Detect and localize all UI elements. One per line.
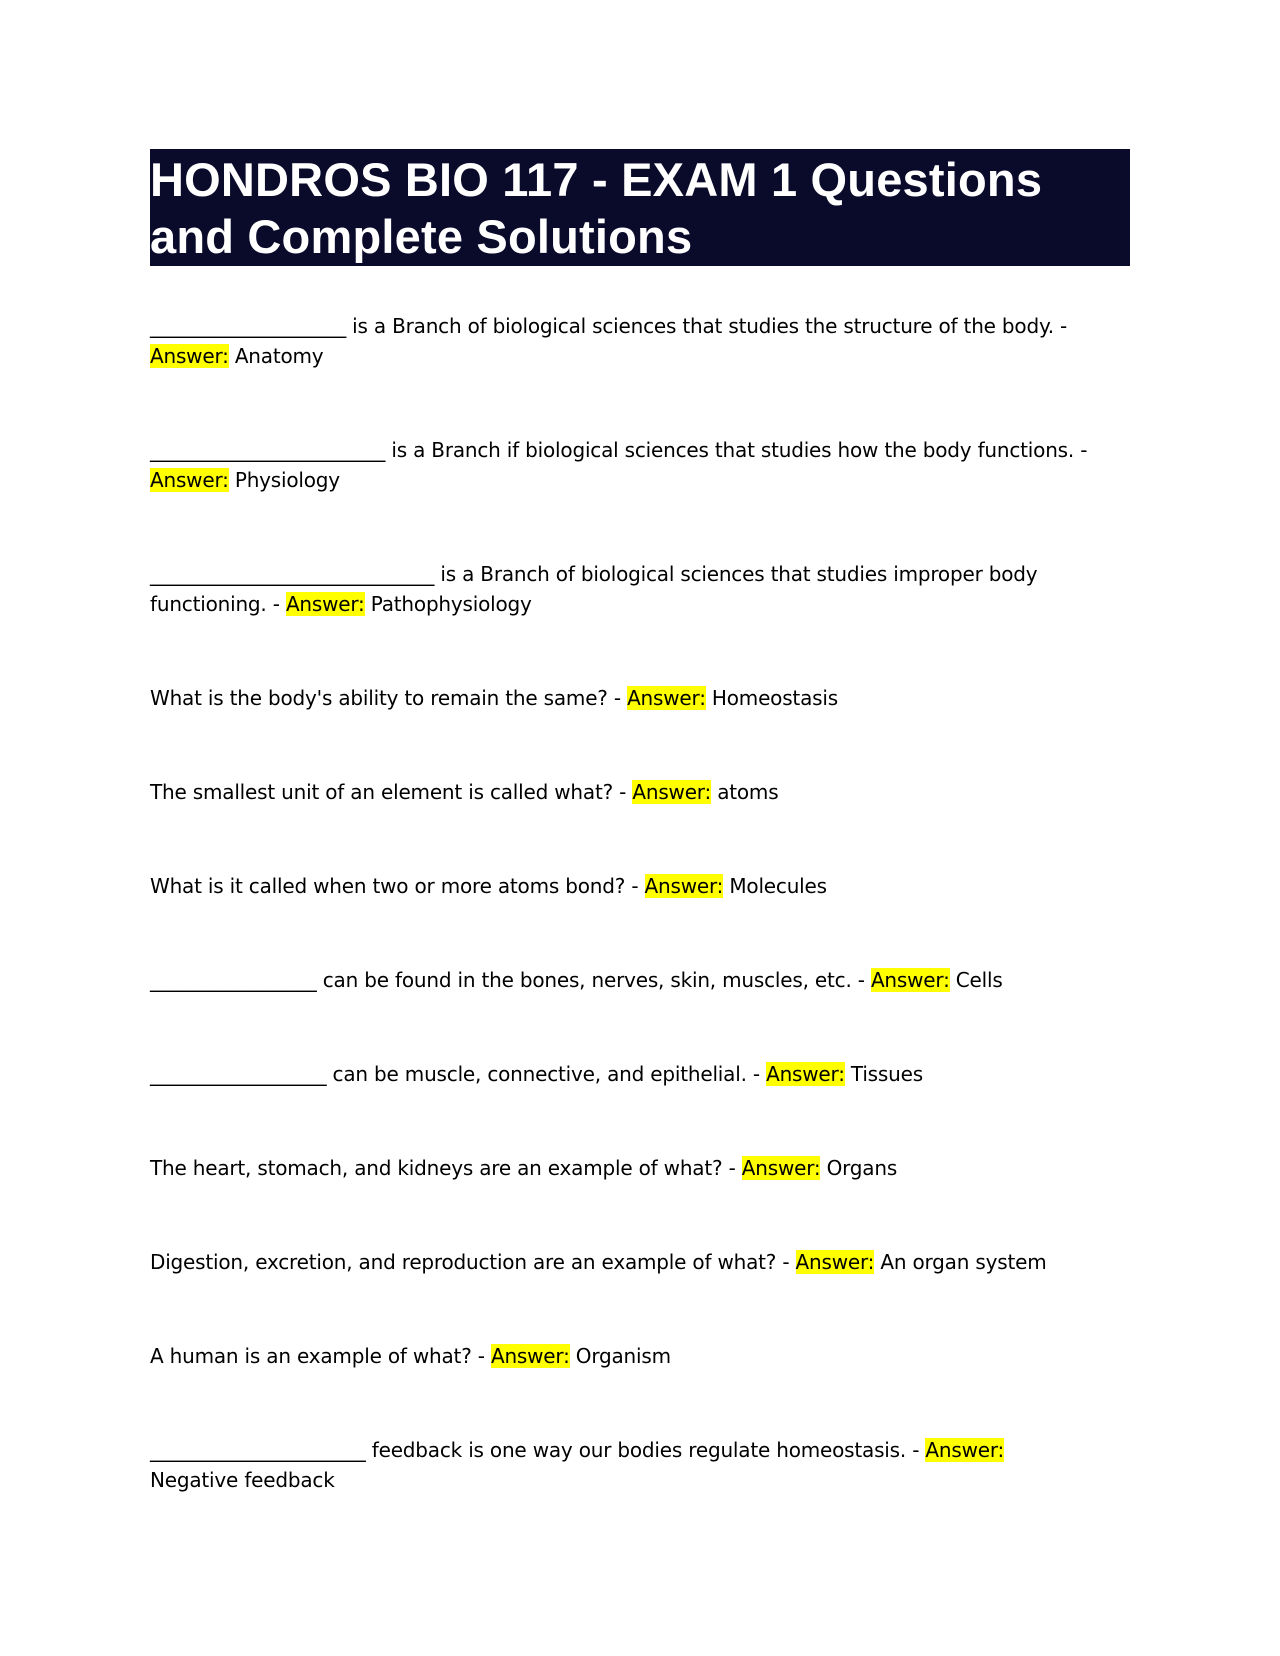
qa-item xyxy=(150,683,1090,713)
qa-item xyxy=(150,559,1090,619)
qa-item xyxy=(150,1435,1090,1495)
answer-label: Answer: xyxy=(644,874,724,898)
answer-text: Physiology xyxy=(234,468,340,492)
answer-label: Answer: xyxy=(285,592,365,616)
qa-item xyxy=(150,777,1090,807)
answer-text: Homeostasis xyxy=(711,686,838,710)
question-text: What is it called when two or more atoms bond? - xyxy=(150,874,639,898)
answer-text: Cells xyxy=(955,968,1003,992)
question-text: Digestion, excretion, and reproduction are an example of what? - xyxy=(150,1250,790,1274)
answer-label: Answer: xyxy=(150,468,229,492)
answer-text: Organism xyxy=(575,1344,671,1368)
question-text: __________________ can be muscle, connective, and epithelial. - xyxy=(150,1062,760,1086)
answer-label: Answer: xyxy=(490,1344,570,1368)
qa-item xyxy=(150,1341,1090,1371)
answer-text: Tissues xyxy=(850,1062,923,1086)
qa-item xyxy=(150,1153,1090,1183)
answer-text: atoms xyxy=(717,780,779,804)
answer-label: Answer: xyxy=(632,780,712,804)
answer-text: Organs xyxy=(826,1156,898,1180)
answer-text: Anatomy xyxy=(234,344,324,368)
qa-item xyxy=(150,435,1090,495)
question-text: _________________ can be found in the bones, nerves, skin, muscles, etc. - xyxy=(150,968,865,992)
question-text: A human is an example of what? - xyxy=(150,1344,485,1368)
answer-text: An organ system xyxy=(880,1250,1047,1274)
question-text: ______________________ feedback is one way our bodies regulate homeostasis. - xyxy=(150,1438,920,1462)
answer-label: Answer: xyxy=(150,344,229,368)
answer-label: Answer: xyxy=(925,1438,1005,1462)
answer-label: Answer: xyxy=(741,1156,821,1180)
qa-item xyxy=(150,871,1090,901)
question-text: ________________________ is a Branch if biological sciences that studies how the body functions. - xyxy=(150,438,1088,462)
answer-text: Molecules xyxy=(729,874,827,898)
title-banner xyxy=(150,149,1130,266)
answer-text: Pathophysiology xyxy=(370,592,532,616)
qa-item xyxy=(150,965,1090,995)
qa-item xyxy=(150,1059,1090,1089)
qa-item xyxy=(150,311,1090,371)
question-text: The smallest unit of an element is called what? - xyxy=(150,780,627,804)
question-text: ____________________ is a Branch of biological sciences that studies the structure of the body. - xyxy=(150,314,1068,338)
question-text: The heart, stomach, and kidneys are an example of what? - xyxy=(150,1156,736,1180)
answer-label: Answer: xyxy=(795,1250,875,1274)
answer-label: Answer: xyxy=(766,1062,845,1086)
answer-label: Answer: xyxy=(870,968,950,992)
question-text: _____________________________ is a Branch of biological sciences that studies improper body functioning. - xyxy=(150,562,1038,616)
document-title: HONDROS BIO 117 - EXAM 1 Questions and Complete Solutions xyxy=(150,153,1043,263)
question-text: What is the body's ability to remain the same? - xyxy=(150,686,621,710)
answer-text: Negative feedback xyxy=(150,1468,335,1492)
answer-label: Answer: xyxy=(627,686,706,710)
qa-item xyxy=(150,1247,1090,1277)
